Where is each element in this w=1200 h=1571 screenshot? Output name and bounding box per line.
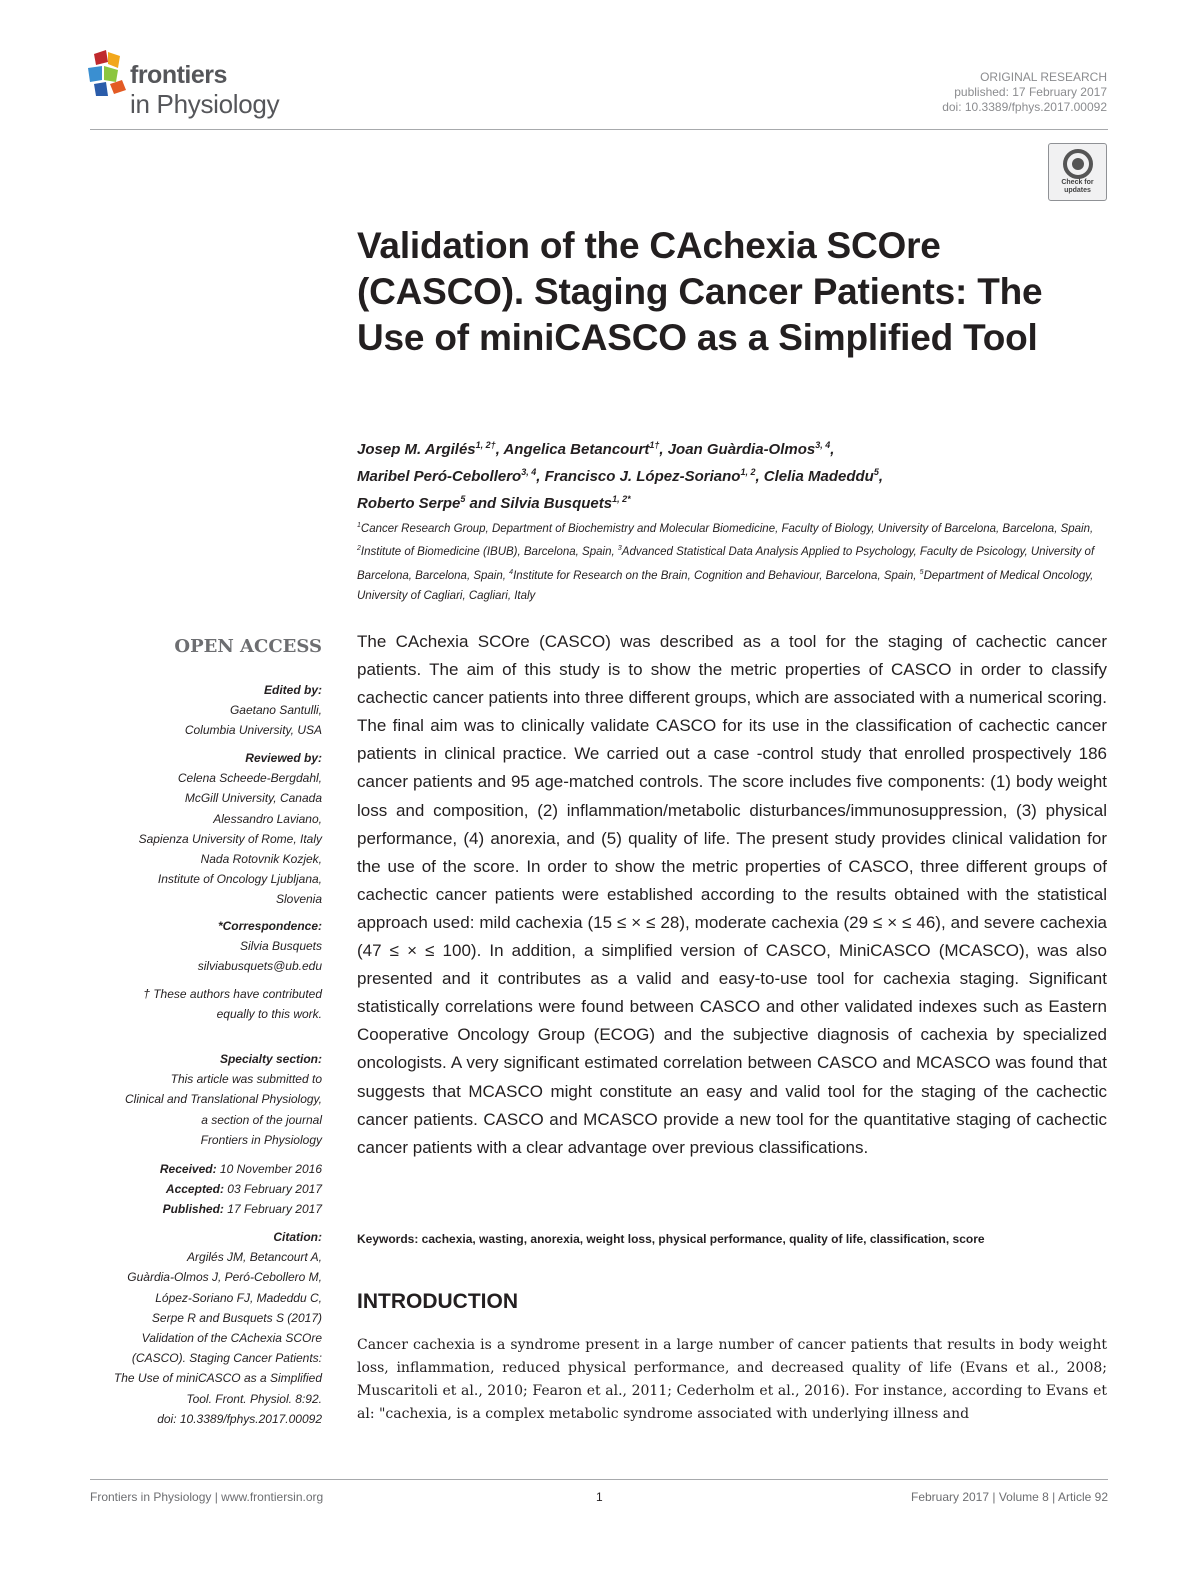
published-date: published: 17 February 2017 [954,85,1107,99]
open-access-label: OPEN ACCESS [174,636,322,657]
correspondence-info: *Correspondence: Silvia Busquets silviabusquets@ub.edu [60,916,322,977]
article-meta [942,70,1107,115]
badge-label: Check for updates [1061,179,1094,194]
article-title: Validation of the CAchexia SCOre (CASCO). Staging Cancer Patients: The Use of miniCASCO as a Simplified Tool [357,225,1043,358]
author[interactable]: Joan Guàrdia-Olmos$^{3, 4}$ [667,440,831,458]
specialty-section: Specialty section: This article was submitted to Clinical and Translational Physiology, a section of the journal Frontiers in Physiology [125,1052,322,1147]
editor-info: Edited by: Gaetano Santulli, Columbia University, USA [184,683,322,738]
author[interactable]: Angelica Betancourt$^{1\dagger}$ [503,440,660,458]
keywords: Keywords: cachexia, wasting, anorexia, weight loss, physical performance, quality of life, classification, score [357,1232,985,1246]
author-list: Josep M. Argilés$^{1, 2\dagger}$, Angelica Betancourt$^{1\dagger}$, Joan Guàrdia-Olmos$^{3, 4}$, Maribel Peró-Cebollero$^{3, 4}$, Francisco J. López-Soriano$^{1, 2}$, Clelia Madeddu$^5$, Roberto Serpe$^5$ and Silvia Busquets$^{1, 2*}$ [357,440,884,512]
citation-info: Citation: Argilés JM, Betancourt A, Guàrdia-Olmos J, Peró-Cebollero M, López-Soriano FJ, Madeddu C, Serpe R and Busquets S (2017) Validation of the CAchexia SCOre (CASCO). Staging Cancer Patients: The Use of miniCASCO as a Simplified Tool. Front. Physiol. 8:92. doi: 10.3389/fphys.2017.00092 [113,1230,322,1426]
contribution-note: † These authors have contributed equally to this work. [143,987,322,1022]
author[interactable]: Silvia Busquets$^{1, 2*}$ [500,494,631,512]
doi-link[interactable]: doi: 10.3389/fphys.2017.00092 [942,100,1107,114]
author[interactable]: Maribel Peró-Cebollero$^{3, 4}$ [357,467,537,485]
footer-journal[interactable]: Frontiers in Physiology | www.frontiersin.org [90,1490,324,1504]
author[interactable]: Roberto Serpe$^5$ [357,494,466,512]
affiliations: $^1$Cancer Research Group, Department of Biochemistry and Molecular Biomedicine, Faculty of Biology, University of Barcelona, Barcelona, Spain, $^2$Institute of Biomedicine (IBUB), Barcelona, Spain, $^3$Advanced Statistical Data Analysis Applied to Psychology, Faculty de Psicology, University of Barcelona, Barcelona, Spain, $^4$Institute for Research on the Brain, Cognition and Behaviour, Barcelona, Spain, $^5$Department of Medical Oncology, University of Cagliari, Cagliari, Italy [357,522,1095,602]
intro-text: Cancer cachexia is a syndrome present in a large number of cancer patients that results in body weight loss, inflammation, reduced physical performance, and decreased quality of life (Evans et al., 2008; Muscaritoli et al., 2010; Fearon et al., 2011; Cederholm et al., 2016). For instance, according to Evans et al: "cachexia, is a complex metabolic syndrome associated with underlying illness and [357,1337,1107,1422]
page-number: 1 [596,1490,603,1504]
correspondence-email[interactable]: silviabusquets@ub.edu [197,959,322,974]
author[interactable]: Clelia Madeddu$^5$ [763,467,879,485]
journal-brand-line2: in Physiology [130,89,280,119]
abstract: The CAchexia SCOre (CASCO) was described as a tool for the staging of cachectic cancer patients. The aim of this study is to show the metric properties of CASCO in order to classify cachectic cancer patients into three different groups, which are associated with a numerical scoring. The final aim was to clinically validate CASCO for its use in the classification of cachectic cancer patients in clinical practice. We carried out a case -control study that enrolled prospectively 186 cancer patients and 95 age-matched controls. The score includes five components: (1) body weight loss and composition, (2) inflammation/metabolic disturbances/immunosuppression, (3) physical performance, (4) anorexia, and (5) quality of life. The present study provides clinical validation for the use of the score. In order to show the metric properties of CASCO, three different groups of cachectic cancer patients were established according to the results obtained with the statistical approach used: mild cachexia (15 ≤ × ≤ 28), moderate cachexia (29 ≤ × ≤ 46), and severe cachexia (47 ≤ × ≤ 100). In addition, a simplified version of CASCO, MiniCASCO (MCASCO), was also presented and it contributes as a valid and easy-to-use tool for cachexia staging. Significant statistically correlations were found between CASCO and other validated indexes such as Eastern Cooperative Oncology Group (ECOG) and the subjective diagnosis of cachexia by specialized oncologists. A very significant estimated correlation between CASCO and MCASCO was found that suggests that MCASCO might constitute an easy and valid tool for the staging of the cachectic cancer patients. CASCO and MCASCO provide a new tool for the quantitative staging of cachectic cancer patients with a clear advantage over previous classifications. [357,632,1107,1157]
reviewer-info: Reviewed by: Celena Scheede-Bergdahl, McGill University, Canada Alessandro Laviano, Sapienza University of Rome, Italy Nada Rotovnik Kozjek, Institute of Oncology Ljubljana, Slovenia [138,751,322,907]
author[interactable]: Francisco J. López-Soriano$^{1, 2}$ [544,467,756,485]
intro-heading: INTRODUCTION [357,1290,518,1313]
footer-volume: February 2017 | Volume 8 | Article 92 [910,1490,1108,1504]
check-updates-icon [1061,149,1095,179]
frontiers-logo-icon [88,50,128,98]
journal-brand-line1: frontiers [130,61,227,89]
header-divider [90,129,1108,130]
article-type: ORIGINAL RESEARCH [980,70,1107,84]
dates-info: Received: 10 November 2016 Accepted: 03 February 2017 Published: 17 February 2017 [159,1162,322,1217]
author[interactable]: Josep M. Argilés$^{1, 2\dagger}$ [357,440,496,458]
check-for-updates-badge[interactable] [1048,143,1107,201]
footer-divider [90,1479,1108,1480]
